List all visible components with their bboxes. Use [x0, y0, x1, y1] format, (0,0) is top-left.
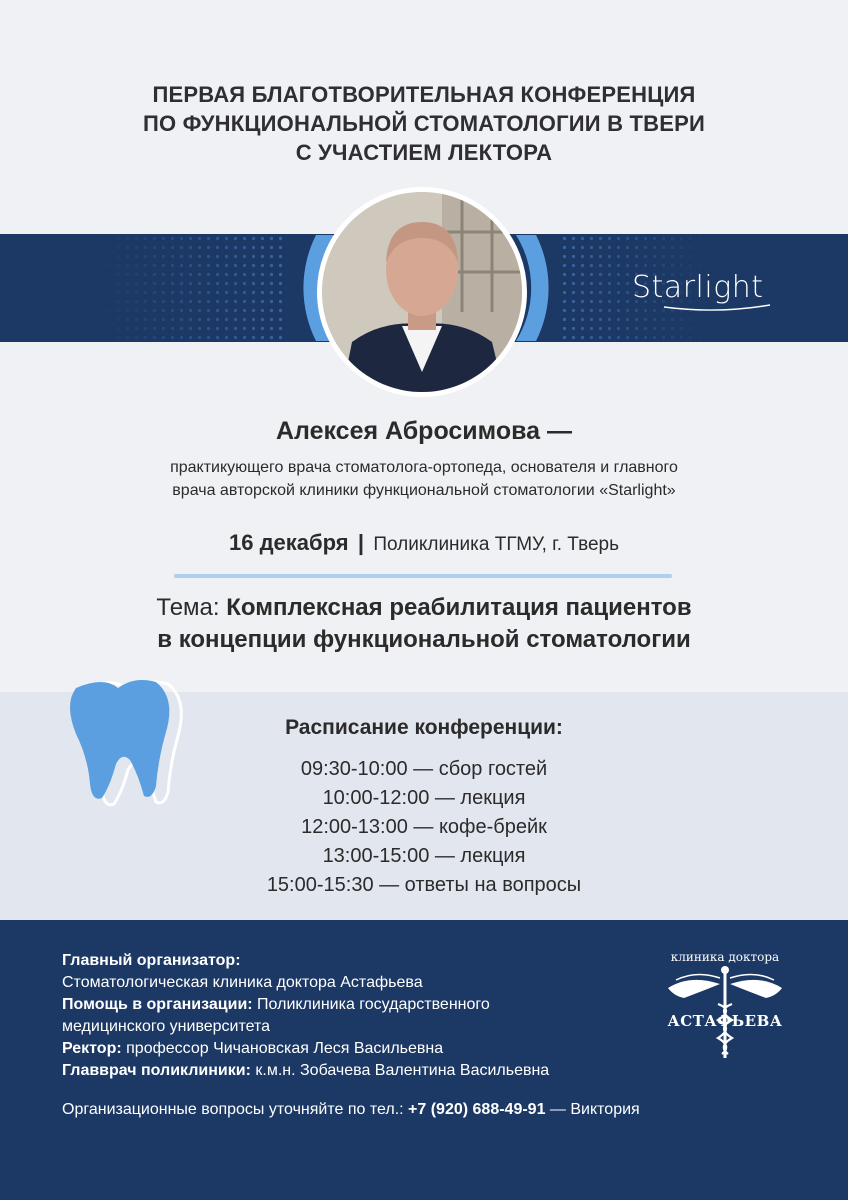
chief-doctor-label: Главврач поликлиники: [62, 1062, 251, 1079]
rector-label: Ректор: [62, 1040, 122, 1057]
schedule-item: 09:30-10:00 — сбор гостей [300, 758, 548, 780]
dot-pattern-left [96, 234, 286, 342]
caduceus-icon [660, 948, 790, 1063]
contact-info [62, 1101, 802, 1119]
rector-value: профессор Чичановская Леся Васильевна [121, 1040, 444, 1057]
help-organizer-label: Помощь в организации: [62, 996, 253, 1013]
event-date: 16 декабря [229, 530, 349, 555]
topic-line-1: Комплексная реабилитация пациентов [226, 594, 692, 621]
clinic-logo-name: АСТАФЬЕВА [667, 1012, 783, 1030]
contact-phone[interactable]: +7 (920) 688-49-91 [408, 1101, 546, 1118]
lecturer-photo [317, 187, 527, 397]
lecturer-description-line-1: практикующего врача стоматолога-ортопеда, основателя и главного [170, 459, 678, 476]
lecturer-description-line-2: врача авторской клиники функциональной стоматологии «Starlight» [172, 482, 676, 499]
conference-title [0, 80, 848, 167]
help-organizer-value: Поликлиника государственного [252, 996, 490, 1013]
date-separator: | [357, 530, 365, 555]
help-organizer-value-cont: медицинского университета [62, 1018, 271, 1035]
schedule-item: 13:00-15:00 — лекция [322, 845, 526, 867]
organizers-block [62, 950, 662, 1082]
starlight-swoosh-icon [662, 302, 772, 312]
title-line-2: ПО ФУНКЦИОНАЛЬНОЙ СТОМАТОЛОГИИ В ТВЕРИ [143, 111, 705, 136]
schedule-item: 15:00-15:30 — ответы на вопросы [266, 874, 582, 896]
schedule-list [0, 755, 848, 900]
lecturer-description [0, 456, 848, 502]
lecturer-name: Алексея Абросимова — [275, 417, 572, 445]
chief-doctor-value: к.м.н. Зобачева Валентина Васильевна [250, 1062, 550, 1079]
divider-line [174, 574, 672, 578]
main-organizer-value: Стоматологическая клиника доктора Астафьева [62, 974, 423, 991]
lecture-topic [0, 592, 848, 656]
event-location: Поликлиника ТГМУ, г. Тверь [373, 534, 619, 555]
schedule-item: 12:00-13:00 — кофе-брейк [301, 816, 547, 838]
clinic-logo-top-text: клиника доктора [670, 950, 780, 964]
starlight-logo: Starlight [632, 270, 764, 305]
schedule-item: 10:00-12:00 — лекция [322, 787, 526, 809]
title-line-3: С УЧАСТИЕМ ЛЕКТОРА [295, 140, 553, 165]
schedule-title: Расписание конференции: [285, 716, 563, 739]
main-organizer-label: Главный организатор: [62, 952, 241, 969]
title-line-1: ПЕРВАЯ БЛАГОТВОРИТЕЛЬНАЯ КОНФЕРЕНЦИЯ [152, 82, 696, 107]
event-date-location [0, 530, 848, 556]
lecturer-portrait-icon [322, 192, 522, 392]
contact-prefix: Организационные вопросы уточняйте по тел.: [62, 1101, 409, 1118]
topic-line-2: в концепции функциональной стоматологии [157, 626, 691, 653]
contact-suffix: — Виктория [545, 1101, 640, 1118]
topic-label: Тема: [156, 594, 220, 621]
